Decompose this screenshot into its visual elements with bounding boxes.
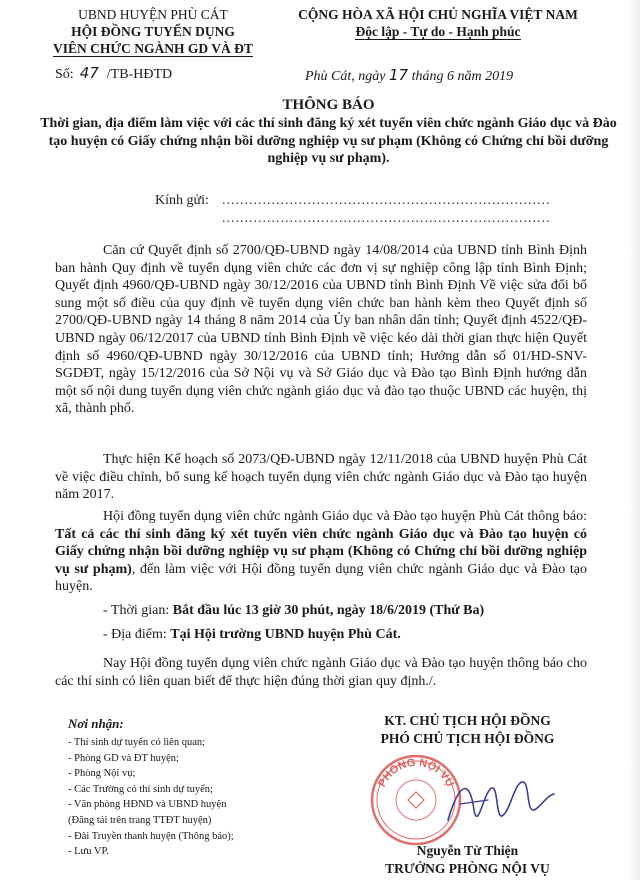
greeting-dots-1: .........................................................................	[222, 193, 551, 208]
document-title: THÔNG BÁO	[282, 97, 375, 113]
recipient-item: - Lưu VP.	[68, 846, 109, 858]
recipient-item: - Phòng GD và ĐT huyện;	[68, 752, 179, 764]
place-label: - Địa điểm:	[103, 627, 171, 642]
paragraph-legal-basis: Căn cứ Quyết định số 2700/QĐ-UBND ngày 14/08/2014 của UBND tỉnh Bình Định ban hành Quy định về tuyển dụng viên chức các đơn vị sự nghiệp công lập tỉnh Bình Định; Quyết định 4960/QĐ-UBND ngày 30/12/2016 của UBND tỉnh Bình Định Về việc sửa đổi bổ sung một số điều của quy định về tuyển dụng viên chức ban hành kèm theo Quyết định số 2700/QĐ-UBND ngày 14 tháng 8 năm 2014 của Ủy ban nhân dân tỉnh; Quyết định 4522/QĐ-UBND ngày 06/12/2017 của UBND tỉnh Bình Định về việc kéo dài thời gian thực hiện Quyết định số 4960/QĐ-UBND ngày 30/12/2016 của UBND tỉnh; Hướng dẫn số 01/HD-SNV- SGDĐT, ngày 15/12/2016 của Sở Nội vụ và Sở Giáo dục và Đào tạo Bình Định hướng dẫn một số nội dung tuyển dụng viên chức ngành giáo dục và đào tạo thuộc UBND các huyện, thị xã, thành phố.	[55, 243, 587, 417]
page-edge-shadow	[628, 0, 640, 880]
place-date	[305, 66, 513, 85]
paragraph-announcement	[55, 508, 587, 596]
recipient-item: - Phòng Nội vụ;	[68, 768, 136, 780]
authority-line-2: HỘI ĐỒNG TUYỂN DỤNG	[71, 24, 235, 39]
recipients-list	[68, 735, 234, 860]
greeting-label: Kính gửi:	[155, 193, 209, 208]
signatory-position: TRƯỞNG PHÒNG NỘI VỤ	[385, 861, 550, 876]
recipient-item: - Thí sinh dự tuyển có liên quan;	[68, 737, 206, 748]
place-line	[103, 627, 401, 643]
time-value: Bắt đầu lúc 13 giờ 30 phút, ngày 18/6/2019 (Thứ Ba)	[172, 603, 485, 618]
recipients-title: Nơi nhận:	[68, 716, 124, 731]
recipient-item: - Đài Truyền thanh huyện (Thông báo);	[68, 830, 234, 842]
signatory	[330, 842, 605, 878]
announcement-end: , đến làm việc với Hội đồng tuyển dụng viên chức ngành Giáo dục và Đào tạo huyện.	[55, 561, 587, 595]
signature-title	[330, 712, 605, 748]
recipient-item: - Văn phòng HĐND và UBND huyện	[68, 799, 227, 811]
signatory-name: Nguyễn Từ Thiện	[416, 843, 519, 858]
national-header	[258, 6, 618, 40]
place-value: Tại Hội trường UBND huyện Phù Cát.	[170, 627, 401, 642]
doc-number-suffix: /TB-HĐTD	[106, 67, 173, 82]
recipient-item: - Các Trường có thí sinh dự tuyển;	[68, 783, 213, 795]
time-line	[103, 603, 484, 619]
doc-number-prefix: Số:	[55, 67, 74, 82]
national-title: CỘNG HÒA XÃ HỘI CHỦ NGHĨA VIỆT NAM	[298, 7, 578, 22]
document-subtitle: Thời gian, địa điểm làm việc với các thí sinh đăng ký xét tuyển viên chức ngành Giáo dục và Đào tạo huyện có Giấy chứng nhận bồi dưỡng nghiệp vụ sư phạm (Không có Chứng chỉ bồi dưỡng nghiệp vụ sư phạm).	[40, 116, 617, 166]
document-number	[55, 64, 172, 83]
signature-title-line-1: KT. CHỦ TỊCH HỘI ĐỒNG	[384, 713, 551, 728]
signature-title-line-2: PHÓ CHỦ TỊCH HỘI ĐỒNG	[380, 731, 555, 746]
announcement-intro: Hội đồng tuyển dụng viên chức ngành Giáo dục và Đào tạo huyện Phù Cát thông báo:	[103, 509, 587, 524]
doc-number-handwritten: 47	[79, 64, 99, 82]
national-motto: Độc lập - Tự do - Hạnh phúc	[355, 24, 521, 39]
announcement-bold: Tất cả các thí sinh đăng ký xét tuyển viên chức ngành Giáo dục và Đào tạo huyện có Giấy chứng nhận bồi dưỡng nghiệp vụ sư phạm (Không có Chứng chỉ bồi dưỡng nghiệp vụ sư phạm)	[55, 526, 587, 577]
place-date-month: tháng 6 năm 2019	[411, 69, 514, 84]
greeting-dots-2: .........................................................................	[222, 211, 551, 226]
recipient-item: (Đăng tải trên trang TTĐT huyện)	[68, 814, 212, 826]
issuing-authority	[38, 6, 268, 57]
place-date-prefix: Phù Cát, ngày	[305, 69, 386, 84]
paragraph-closing: Nay Hội đồng tuyển dụng viên chức ngành Giáo dục và Đào tạo huyện thông báo cho các thí sinh có liên quan biết để thực hiện đúng thời gian quy định./.	[55, 656, 587, 689]
paragraph-plan: Thực hiện Kế hoạch số 2073/QĐ-UBND ngày 12/11/2018 của UBND huyện Phù Cát về việc điều chỉnh, bổ sung kế hoạch tuyển dụng viên chức ngành Giáo dục và Đào tạo huyện năm 2017.	[55, 452, 587, 503]
time-label: - Thời gian:	[103, 603, 173, 618]
stamp-text: PHÒNG NỘI VỤ	[376, 756, 456, 789]
authority-line-3: VIÊN CHỨC NGÀNH GD VÀ ĐT	[53, 41, 253, 56]
place-date-day: 17	[389, 66, 409, 84]
handwritten-signature	[440, 760, 560, 840]
authority-line-1: UBND HUYỆN PHÙ CÁT	[78, 7, 228, 22]
